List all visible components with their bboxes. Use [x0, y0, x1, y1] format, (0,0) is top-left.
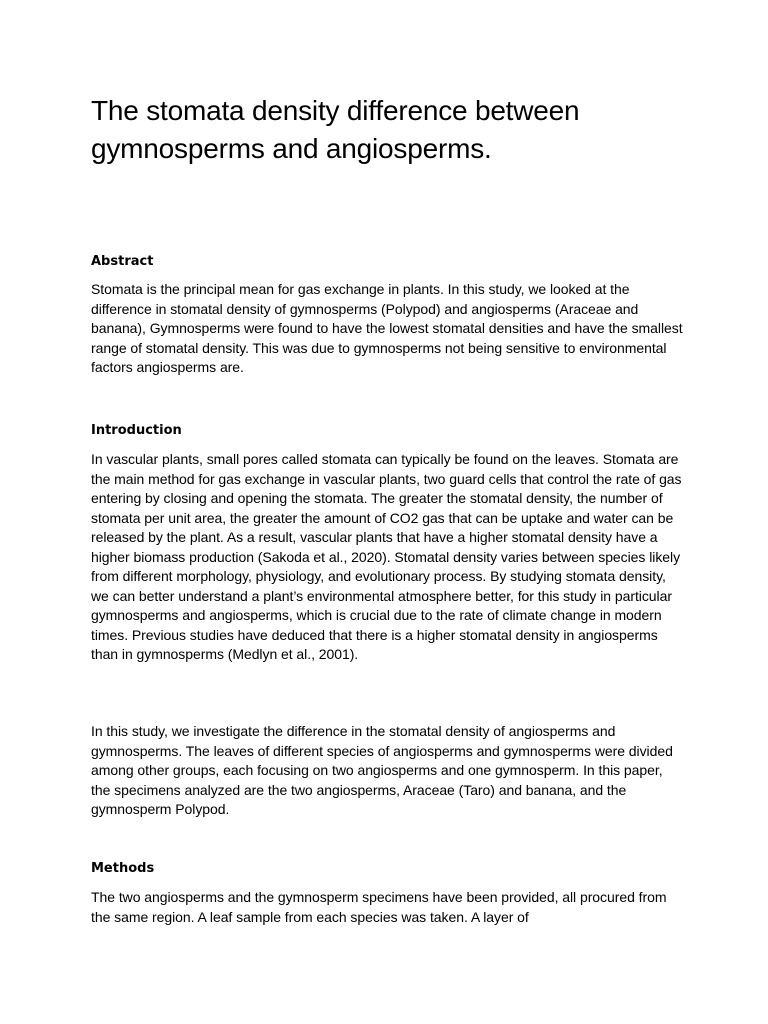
- abstract-section: [91, 253, 685, 271]
- introduction-heading: Introduction: [91, 423, 182, 438]
- introduction-section: [91, 422, 685, 440]
- abstract-paragraph: Stomata is the principal mean for gas exchange in plants. In this study, we looked at the difference in stomatal density of gymnosperms (Polypod) and angiosperms (Araceae and banana), Gymnosperms were found to have the lowest stomatal densities and have the smallest range of stomatal density. This was due to gymnosperms not being sensitive to environmental factors angiosperms are.: [91, 281, 683, 375]
- methods-heading: Methods: [91, 861, 155, 876]
- methods-paragraph: The two angiosperms and the gymnosperm specimens have been provided, all procured from the same region. A leaf sample from each species was taken. A layer of: [91, 889, 667, 925]
- methods-section: [91, 860, 685, 878]
- methods-body: [91, 888, 685, 927]
- introduction-paragraph-2: In this study, we investigate the difference in the stomatal density of angiosperms and gymnosperms. The leaves of different species of angiosperms and gymnosperms were divided among other groups, each focusing on two angiosperms and one gymnosperm. In this paper, the specimens analyzed are the two angiosperms, Araceae (Taro) and banana, and the gymnosperm Polypod.: [91, 723, 673, 817]
- abstract-body: [91, 280, 685, 378]
- abstract-heading: Abstract: [91, 254, 154, 269]
- paper-title: The stomata density difference between gymnosperms and angiosperms.: [91, 95, 580, 164]
- introduction-paragraph-1: In vascular plants, small pores called stomata can typically be found on the leaves. Stomata are the main method for gas exchange in vascular plants, two guard cells that control the rate of gas entering by closing and opening the stomata. The greater the stomatal density, the number of stomata per unit area, the greater the amount of CO2 gas that can be uptake and water can be released by the plant. As a result, vascular plants that have a higher stomatal density have a higher biomass production (Sakoda et al., 2020). Stomatal density varies between species likely from different morphology, physiology, and evolutionary process. By studying stomata density, we can better understand a plant’s environmental atmosphere better, for this study in particular gymnosperms and angiosperms, which is crucial due to the rate of climate change in modern times. Previous studies have deduced that there is a higher stomatal density in angiosperms than in gymnosperms (Medlyn et al., 2001).: [91, 451, 682, 662]
- introduction-body-2: [91, 722, 685, 820]
- introduction-body-1: [91, 450, 685, 665]
